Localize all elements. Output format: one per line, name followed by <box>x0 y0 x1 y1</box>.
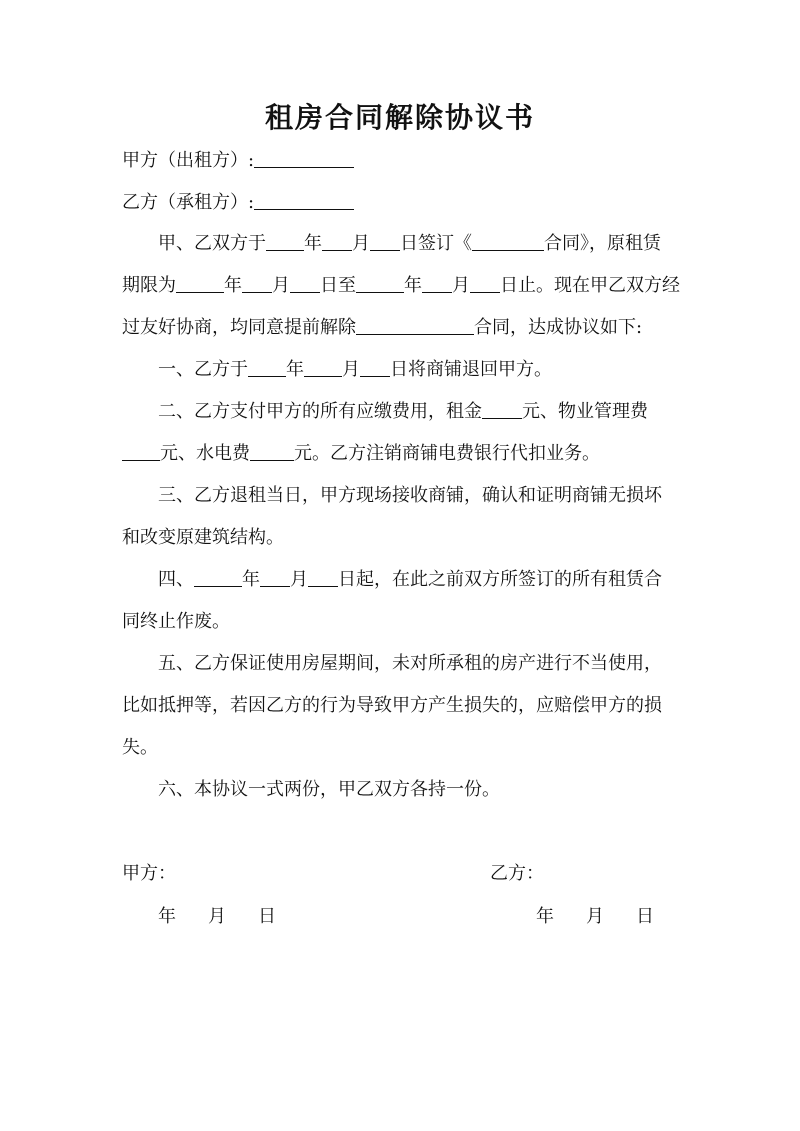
clause-6: 六、本协议一式两份，甲乙双方各持一份。 <box>158 779 500 800</box>
party-b-signature-label: 乙方： <box>490 863 544 884</box>
period-prefix: 期限为 <box>122 275 176 296</box>
clause-2-prefix: 二、乙方支付甲方的所有应缴费用，租金 <box>158 401 482 422</box>
clause-2-line-1 <box>158 399 648 425</box>
contract-close-text: 合同》，原租赁 <box>544 233 661 254</box>
rent-amount-blank[interactable] <box>482 400 522 419</box>
month-label: 月 <box>352 233 370 254</box>
clause-4-prefix: 四、 <box>158 569 194 590</box>
party-a-label: 甲方（出租方）: <box>122 150 255 171</box>
end-day-blank[interactable] <box>470 274 500 293</box>
sign-day-blank[interactable] <box>370 232 400 251</box>
void-year-blank[interactable] <box>194 568 242 587</box>
sig-day-label: 日 <box>258 906 276 927</box>
clause-5-line-1: 五、乙方保证使用房屋期间，未对所承租的房产进行不当使用， <box>158 653 662 674</box>
return-day-blank[interactable] <box>360 358 390 377</box>
intro-line-2 <box>122 273 680 299</box>
contract-name-blank[interactable] <box>472 232 544 251</box>
intro-line-1 <box>158 231 661 257</box>
terminate-suffix: 合同，达成协议如下: <box>474 317 643 338</box>
clause-2-end: 元。乙方注销商铺电费银行代扣业务。 <box>294 443 600 464</box>
party-a-signature-date <box>158 904 276 930</box>
terminate-contract-blank[interactable] <box>356 316 474 335</box>
clause-3-line-1: 三、乙方退租当日，甲方现场接收商铺，确认和证明商铺无损坏 <box>158 485 662 506</box>
start-year-blank[interactable] <box>176 274 224 293</box>
return-month-blank[interactable] <box>304 358 342 377</box>
clause-4-line-2: 同终止作废。 <box>122 611 230 632</box>
sig-month-label: 月 <box>586 906 604 927</box>
year-label: 年 <box>286 359 304 380</box>
day-sign-text: 日签订《 <box>400 233 472 254</box>
sig-month-label: 月 <box>208 906 226 927</box>
month-label: 月 <box>452 275 470 296</box>
utility-fee-label: 元、水电费 <box>160 443 250 464</box>
clause-1-suffix: 日将商铺退回甲方。 <box>390 359 552 380</box>
property-fee-blank[interactable] <box>122 442 160 461</box>
return-year-blank[interactable] <box>248 358 286 377</box>
clause-1-prefix: 一、乙方于 <box>158 359 248 380</box>
party-b-blank[interactable] <box>254 191 354 210</box>
utility-fee-blank[interactable] <box>250 442 294 461</box>
party-b-line <box>122 190 354 216</box>
terminate-prefix: 过友好协商，均同意提前解除 <box>122 317 356 338</box>
month-label: 月 <box>290 569 308 590</box>
clause-2-line-2 <box>122 441 600 467</box>
clause-4-suffix: 日起，在此之前双方所签订的所有租赁合 <box>338 569 662 590</box>
sign-year-blank[interactable] <box>266 232 304 251</box>
clause-3-line-2: 和改变原建筑结构。 <box>122 527 284 548</box>
year-label: 年 <box>242 569 260 590</box>
void-month-blank[interactable] <box>260 568 290 587</box>
year-label: 年 <box>224 275 242 296</box>
sign-month-blank[interactable] <box>322 232 352 251</box>
year-label: 年 <box>404 275 422 296</box>
year-label: 年 <box>304 233 322 254</box>
day-stop-text: 日止。现在甲乙双方经 <box>500 275 680 296</box>
party-b-label: 乙方（承租方）: <box>122 192 255 213</box>
month-label: 月 <box>272 275 290 296</box>
sig-year-label: 年 <box>536 906 554 927</box>
sig-year-label: 年 <box>158 906 176 927</box>
sig-day-label: 日 <box>636 906 654 927</box>
start-month-blank[interactable] <box>242 274 272 293</box>
day-to-text: 日至 <box>320 275 356 296</box>
party-a-line <box>122 148 354 174</box>
party-a-blank[interactable] <box>254 149 354 168</box>
party-a-signature-label: 甲方： <box>122 863 176 884</box>
clause-4-line-1 <box>158 567 662 593</box>
party-b-signature-date <box>536 904 654 930</box>
document-title: 租房合同解除协议书 <box>264 101 535 134</box>
end-month-blank[interactable] <box>422 274 452 293</box>
intro-text: 甲、乙双方于 <box>158 233 266 254</box>
clause-5-line-2: 比如抵押等，若因乙方的行为导致甲方产生损失的，应赔偿甲方的损 <box>122 695 662 716</box>
end-year-blank[interactable] <box>356 274 404 293</box>
month-label: 月 <box>342 359 360 380</box>
intro-line-3 <box>122 315 642 341</box>
start-day-blank[interactable] <box>290 274 320 293</box>
clause-5-line-3: 失。 <box>122 737 158 758</box>
clause-1 <box>158 357 552 383</box>
void-day-blank[interactable] <box>308 568 338 587</box>
clause-2-suffix: 元、物业管理费 <box>522 401 648 422</box>
